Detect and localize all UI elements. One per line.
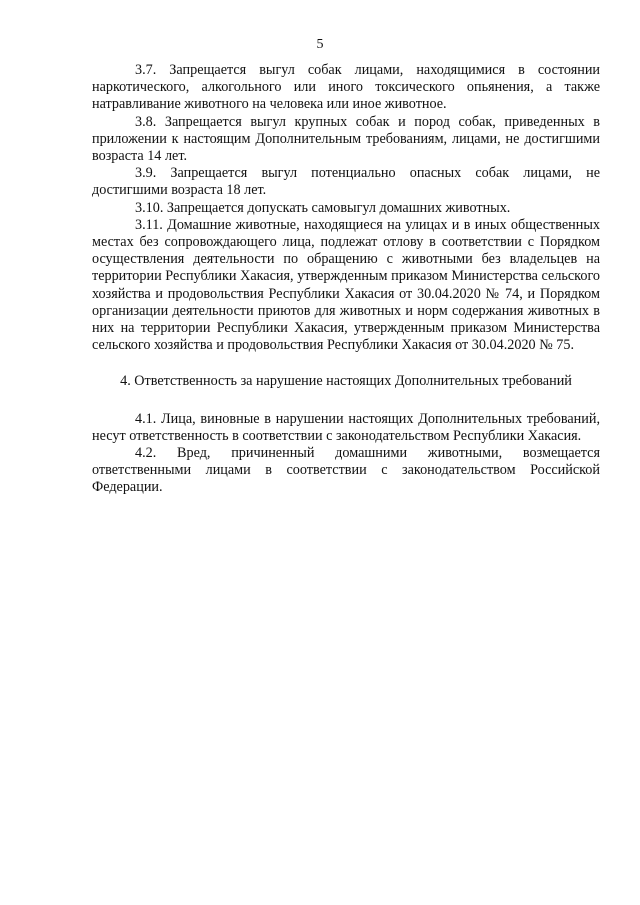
document-body bbox=[92, 62, 600, 497]
paragraph-4-1: 4.1. Лица, виновные в нарушении настоящих Дополнительных требований, несут ответственность в соответствии с законодательством Республики Хакасия. bbox=[92, 410, 600, 444]
paragraph-3-9: 3.9. Запрещается выгул потенциально опасных собак лицами, не достигшими возраста 18 лет. bbox=[92, 165, 600, 199]
page-number: 5 bbox=[316, 37, 324, 52]
paragraph-4-2: 4.2. Вред, причиненный домашними животными, возмещается ответственными лицами в соответствии с законодательством Российской Федерации. bbox=[92, 445, 600, 496]
paragraph-3-7: 3.7. Запрещается выгул собак лицами, находящимися в состоянии наркотического, алкогольного или иного токсического опьянения, а также натравливание животного на человека или иное животное. bbox=[92, 62, 600, 113]
paragraph-3-10: 3.10. Запрещается допускать самовыгул домашних животных. bbox=[135, 199, 511, 216]
paragraph-3-11: 3.11. Домашние животные, находящиеся на улицах и в иных общественных местах без сопровождающего лица, подлежат отлову в соответствии с Порядком осуществления деятельности по обращению с животными без владельцев на территории Республики Хакасия, утвержденным приказом Министерства сельского хозяйства и продовольствия Республики Хакасия от 30.04.2020 № 74, и Порядком организации деятельности приютов для животных и норм содержания животных в них на территории Республики Хакасия, утвержденным приказом Министерства сельского хозяйства и продовольствия Республики Хакасия от 30.04.2020 № 75. bbox=[92, 216, 600, 354]
section-4-heading: 4. Ответственность за нарушение настоящих Дополнительных требований bbox=[120, 373, 572, 390]
paragraph-3-8: 3.8. Запрещается выгул крупных собак и пород собак, приведенных в приложении к настоящим Дополнительным требованиям, лицами, не достигшими возраста 14 лет. bbox=[92, 113, 600, 165]
